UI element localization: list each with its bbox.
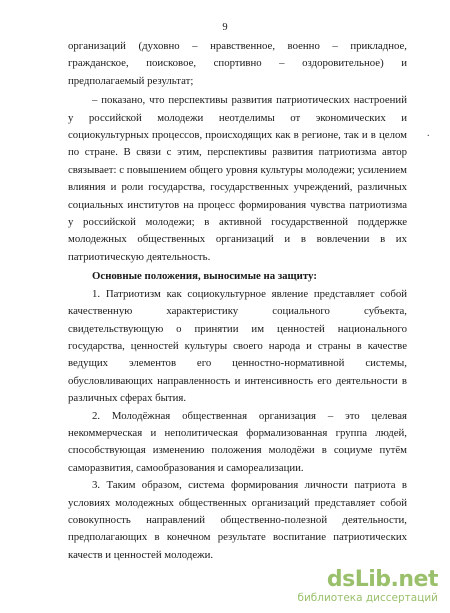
watermark-subtitle: библиотека диссертаций [297, 592, 438, 604]
watermark [297, 569, 438, 605]
thesis-item-2: 2. Молодёжная общественная организация – это целевая некоммерческая и неполитическая формализованная группа людей, способствующая изменению положения молодёжи в социуме путём саморазвития, самообразования и самореализации. [68, 409, 407, 474]
section-heading: Основные положения, выносимые на защиту: [92, 270, 317, 283]
margin-dot: . [427, 128, 430, 139]
document-body [68, 38, 407, 564]
paragraph-continuation: организаций (духовно – нравственное, военно – прикладное, гражданское, поисковое, спортивно – оздоровительное) и предполагаемый результат; [68, 40, 407, 87]
watermark-logo: dsLib.net [326, 567, 438, 592]
thesis-item-3: 3. Таким образом, система формирования личности патриота в условиях молодежных общественных организаций представляет собой совокупность направлений общественно-полезной деятельности, предполагающих в конечном результате воспитание патриотических качеств и ценностей молодежи. [68, 479, 407, 561]
paragraph-perspectives: – показано, что перспективы развития патриотических настроений у российской молодежи неотделимы от экономических и социокультурных процессов, происходящих как в регионе, так и в целом по стране. В связи с этим, перспективы развития патриотизма автор связывает: с повышением общего уровня культуры молодежи; усилением влияния и роли государства, государственных учреждений, различных социальных институтов на процесс формирования чувства патриотизма у российской молодежи; в активной государственной поддержке молодежных общественных организаций и в вовлечении в их патриотическую деятельность. [68, 94, 407, 263]
thesis-item-1: 1. Патриотизм как социокультурное явление представляет собой качественную характеристику социального субъекта, свидетельствующую о принятии им ценностей национального государства, ценностей культуры своего народа и страны в качестве ведущих элементов его ценностно-нормативной системы, обусловливающих направленность и интенсивность его деятельности в различных сферах бытия. [68, 287, 407, 405]
page-number: 9 [222, 22, 228, 33]
